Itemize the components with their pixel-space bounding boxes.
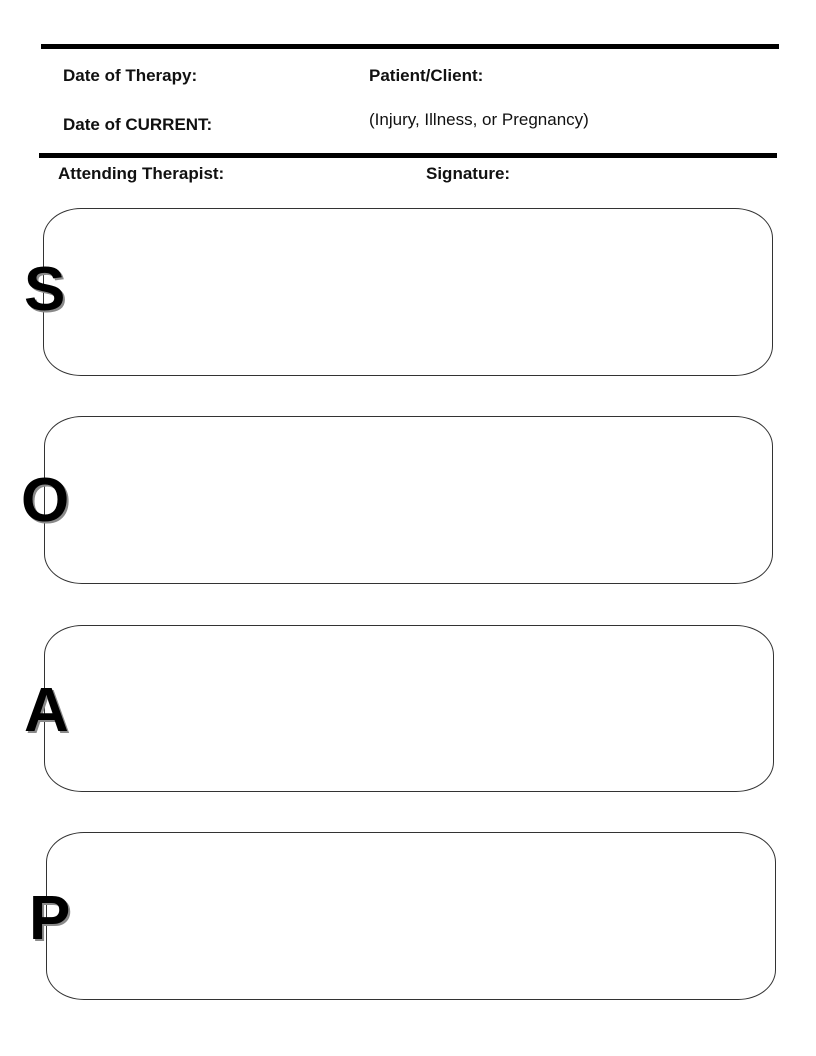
date-of-therapy-label: Date of Therapy:	[63, 66, 198, 85]
plan-letter: P	[29, 884, 71, 953]
subjective-box[interactable]	[43, 208, 773, 376]
date-of-current-label: Date of CURRENT:	[63, 115, 213, 134]
top-divider	[41, 44, 779, 49]
middle-divider	[39, 153, 777, 158]
signature-label: Signature:	[426, 164, 511, 183]
assessment-letter: A	[24, 676, 69, 745]
objective-letter: O	[21, 466, 70, 535]
patient-client-label: Patient/Client:	[369, 66, 484, 85]
subjective-letter: S	[24, 255, 66, 324]
objective-box[interactable]	[44, 416, 773, 584]
injury-illness-pregnancy-note: (Injury, Illness, or Pregnancy)	[369, 110, 589, 129]
plan-box[interactable]	[46, 832, 776, 1000]
assessment-box[interactable]	[44, 625, 774, 792]
attending-therapist-label: Attending Therapist:	[58, 164, 225, 183]
